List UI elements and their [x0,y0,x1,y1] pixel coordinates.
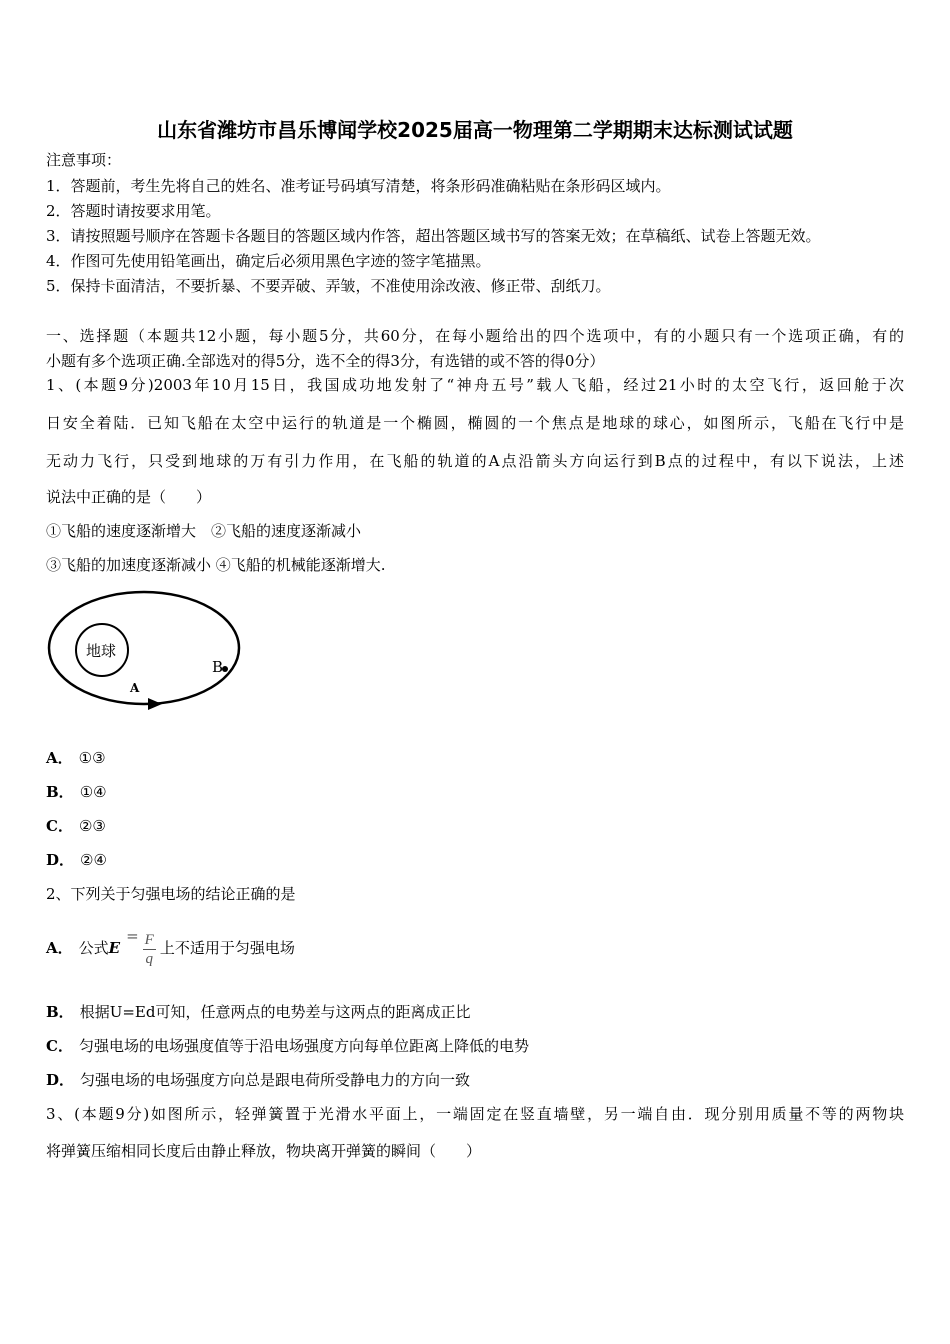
notice-item: 1．答题前，考生先将自己的姓名、准考证号码填写清楚，将条形码准确粘贴在条形码区域内。 [46,177,671,195]
q2-option-b [46,1002,470,1022]
option-text: ②③ [78,817,106,835]
formula-fraction [143,931,156,968]
fraction-denominator: q [145,950,153,967]
option-letter: A． [46,939,73,957]
q1-statement: ①飞船的速度逐渐增大 ②飞船的速度逐渐减小 [46,522,362,540]
q1-option-d [46,850,107,870]
option-text: 上不适用于匀强电场 [159,939,295,957]
formula-equals: = [126,927,139,945]
option-letter: A． [46,749,73,767]
notice-item: 5．保持卡面清洁，不要折暴、不要弄破、弄皱，不准使用涂改液、修正带、刮纸刀。 [46,277,611,295]
option-letter: C． [46,1037,73,1055]
point-b-label: B [212,658,224,676]
section-instructions: 一、选择题（本题共12小题，每小题5分，共60分，在每小题给出的四个选项中，有的小题只有一个选项正确，有的 [46,327,904,345]
q3-stem: 将弹簧压缩相同长度后由静止释放，物块离开弹簧的瞬间（ ） [46,1142,482,1160]
q2-option-c [46,1036,529,1056]
option-text: 根据U=Ed可知，任意两点的电势差与这两点的距离成正比 [79,1003,471,1021]
section-instructions: 小题有多个选项正确.全部选对的得5分，选不全的得3分，有选错的或不答的得0分） [46,352,605,370]
option-letter: C． [46,817,73,835]
option-text: ②④ [80,851,107,869]
notice-item: 4．作图可先使用铅笔画出，确定后必须用黑色字迹的签字笔描黑。 [46,252,491,270]
point-a-label: A [130,681,140,695]
q1-stem: 无动力飞行，只受到地球的万有引力作用，在飞船的轨道的A点沿箭头方向运行到B点的过程中，有以下说法，上述 [46,452,904,470]
q1-option-a [46,748,106,768]
q2-stem: 2、下列关于匀强电场的结论正确的是 [46,885,296,903]
option-letter: B． [46,783,74,801]
option-letter: D． [46,851,75,869]
q1-stem: 1、(本题9分)2003年10月15日，我国成功地发射了“神舟五号”载人飞船，经过21小时的太空飞行，返回舱于次 [46,376,904,394]
option-text: ①③ [78,749,106,767]
q1-option-b [46,782,107,802]
q1-statement: ③飞船的加速度逐渐减小 ④飞船的机械能逐渐增大. [46,556,386,574]
notice-heading: 注意事项： [46,151,122,169]
earth-label: 地球 [86,642,117,660]
notice-item: 3．请按照题号顺序在答题卡各题目的答题区域内作答，超出答题区域书写的答案无效；在草稿纸、试卷上答题无效。 [46,227,821,245]
q1-stem: 说法中正确的是（ ） [46,488,212,506]
option-text: 匀强电场的电场强度值等于沿电场强度方向每单位距离上降低的电势 [78,1037,529,1055]
option-text: 匀强电场的电场强度方向总是跟电荷所受静电力的方向一致 [80,1071,471,1089]
option-letter: B． [46,1003,74,1021]
orbit-diagram [44,588,246,718]
q1-stem: 日安全着陆．已知飞船在太空中运行的轨道是一个椭圆，椭圆的一个焦点是地球的球心，如图所示，飞船在飞行中是 [46,414,904,432]
fraction-numerator: F [144,931,154,948]
option-text: ①④ [79,783,107,801]
q2-option-d [46,1070,470,1090]
formula-variable: E [108,939,121,957]
q2-option-a [46,918,295,968]
notice-item: 2．答题时请按要求用笔。 [46,202,221,220]
orbit-figure [44,588,246,718]
q1-option-c [46,816,106,836]
page-title: 山东省潍坊市昌乐博闻学校2025届高一物理第二学期期末达标测试试题 [157,118,793,142]
q3-stem: 3、(本题9分)如图所示，轻弹簧置于光滑水平面上，一端固定在竖直墙壁，另一端自由．现分别用质量不等的两物块 [46,1105,904,1123]
option-letter: D． [46,1071,75,1089]
option-text: 公式 [78,939,109,957]
